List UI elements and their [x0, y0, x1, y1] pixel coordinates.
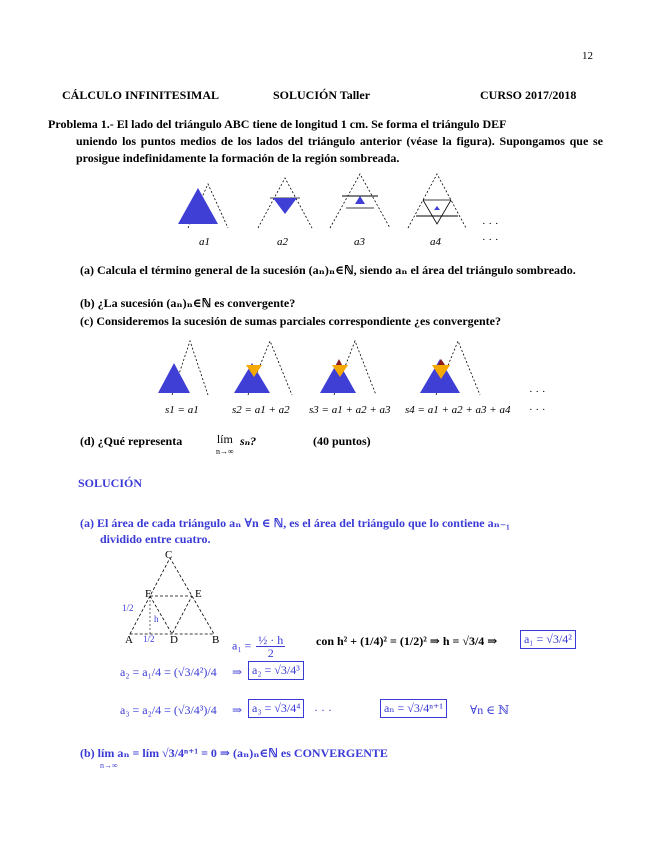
triangle-a2	[258, 178, 312, 228]
question-a: (a) Calcula el término general de la sucesión (aₙ)ₙ∈ℕ, siendo aₙ el área del triángulo sombreado.	[80, 263, 576, 277]
label-s2: s2 = a1 + a2	[232, 404, 290, 416]
question-d: (d) ¿Qué representa	[80, 434, 183, 448]
question-d-after: sₙ?	[240, 434, 257, 448]
eq-a1-box: a₁ = √3/4²	[520, 630, 576, 649]
label-a1: a1	[199, 236, 210, 248]
solution-b: (b) lím aₙ = lím √3/4ⁿ⁺¹ = 0 ⇒ (aₙ)ₙ∈ℕ es CONVERGENTE	[80, 746, 388, 760]
question-d-lim-sub: n→∞	[216, 447, 234, 456]
solution-a-text1: (a) El área de cada triángulo aₙ ∀n ∈ ℕ, es el área del triángulo que lo contiene aₙ₋₁	[80, 516, 510, 530]
tri-label-C: C	[165, 549, 173, 561]
tri-label-half: 1/2	[122, 603, 134, 613]
triangle-s4	[420, 341, 480, 395]
eq-a1	[232, 634, 287, 659]
triangle-s2	[234, 341, 292, 395]
triangle-s3	[320, 341, 376, 395]
header-year: CURSO 2017/2018	[480, 88, 577, 102]
triangle-s1	[158, 341, 208, 395]
triangle-a1	[178, 184, 228, 228]
figure-triangles-a	[170, 166, 510, 250]
eq-a3-result	[248, 699, 304, 718]
label-s3: s3 = a1 + a2 + a3	[309, 404, 391, 416]
label-s4: s4 = a1 + a2 + a3 + a4	[405, 404, 511, 416]
eq-a1-lhs: a₁ =	[232, 638, 252, 653]
label-s1: s1 = a1	[165, 404, 199, 416]
eq-a2-result	[248, 661, 304, 680]
eq-a2-implies: ⇒	[232, 665, 243, 679]
tri-label-B: B	[212, 634, 220, 646]
problem-text-rest: uniendo los puntos medios de los lados del triángulo anterior (véase la figura). Supongamos que se prosigue indefinidamente la formación de la región sombreada.	[76, 134, 603, 165]
solution-title: SOLUCIÓN	[78, 476, 143, 490]
label-a4: a4	[430, 236, 441, 248]
question-d-limit	[216, 432, 234, 456]
fig1-dots2: · · ·	[482, 234, 499, 246]
eq-ellipsis: · · ·	[314, 703, 332, 717]
eq-a3-box: a₃ = √3/4⁴	[248, 699, 304, 718]
page-number: 12	[582, 50, 593, 62]
tri-label-A: A	[125, 634, 133, 646]
eq-a2: a₂ = a₁/4 = (√3/4²)/4	[120, 665, 217, 679]
tri-label-F: F	[145, 588, 152, 600]
eq-con	[316, 634, 497, 649]
problem-text-line1: El lado del triángulo ABC tiene de longitud 1 cm. Se forma el triángulo DEF	[116, 117, 507, 131]
question-c: (c) Consideremos la sucesión de sumas parciales correspondiente ¿es convergente?	[80, 314, 501, 328]
tri-label-D: D	[170, 634, 178, 646]
eq-an-result	[380, 699, 447, 718]
eq-con-text: con h² + (1/4)² = (1/2)² ⇒ h = √3/4 ⇒	[316, 634, 498, 648]
eq-a1-result	[520, 630, 576, 649]
eq-a1-num: ½ · h	[258, 633, 284, 647]
eq-an-box: aₙ = √3/4ⁿ⁺¹	[380, 699, 447, 718]
solution-a-text2: dividido entre cuatro.	[100, 532, 211, 546]
eq-forall: ∀n ∈ ℕ	[470, 703, 510, 717]
fig1-dots: · · ·	[482, 218, 499, 230]
label-a3: a3	[354, 236, 365, 248]
header-course: CÁLCULO INFINITESIMAL	[62, 88, 220, 102]
problem-label: Problema 1.-	[48, 117, 114, 131]
tri-label-h: h	[154, 614, 159, 624]
question-b: (b) ¿La sucesión (aₙ)ₙ∈ℕ es convergente?	[80, 296, 296, 310]
solution-triangle	[118, 548, 228, 644]
figure-partial-sums	[150, 333, 510, 403]
question-d-lim: lím	[216, 432, 233, 446]
fig2-dots: · · ·	[529, 386, 546, 398]
solution-b-sub: n→∞	[100, 761, 118, 770]
eq-a3-implies: ⇒	[232, 703, 243, 717]
tri-label-E: E	[195, 588, 202, 600]
eq-a1-den: 2	[267, 646, 274, 660]
triangle-a3	[330, 174, 390, 228]
fig2-dots2: · · ·	[529, 404, 546, 416]
question-d-points: (40 puntos)	[313, 434, 371, 448]
label-a2: a2	[277, 236, 288, 248]
triangle-a4	[408, 174, 466, 228]
tri-label-half2: 1/2	[143, 634, 155, 644]
problem-statement	[48, 116, 603, 167]
header-title: SOLUCIÓN Taller	[273, 88, 371, 102]
eq-a3: a₃ = a₂/4 = (√3/4³)/4	[120, 703, 217, 717]
eq-a2-box: a₂ = √3/4³	[248, 661, 304, 680]
